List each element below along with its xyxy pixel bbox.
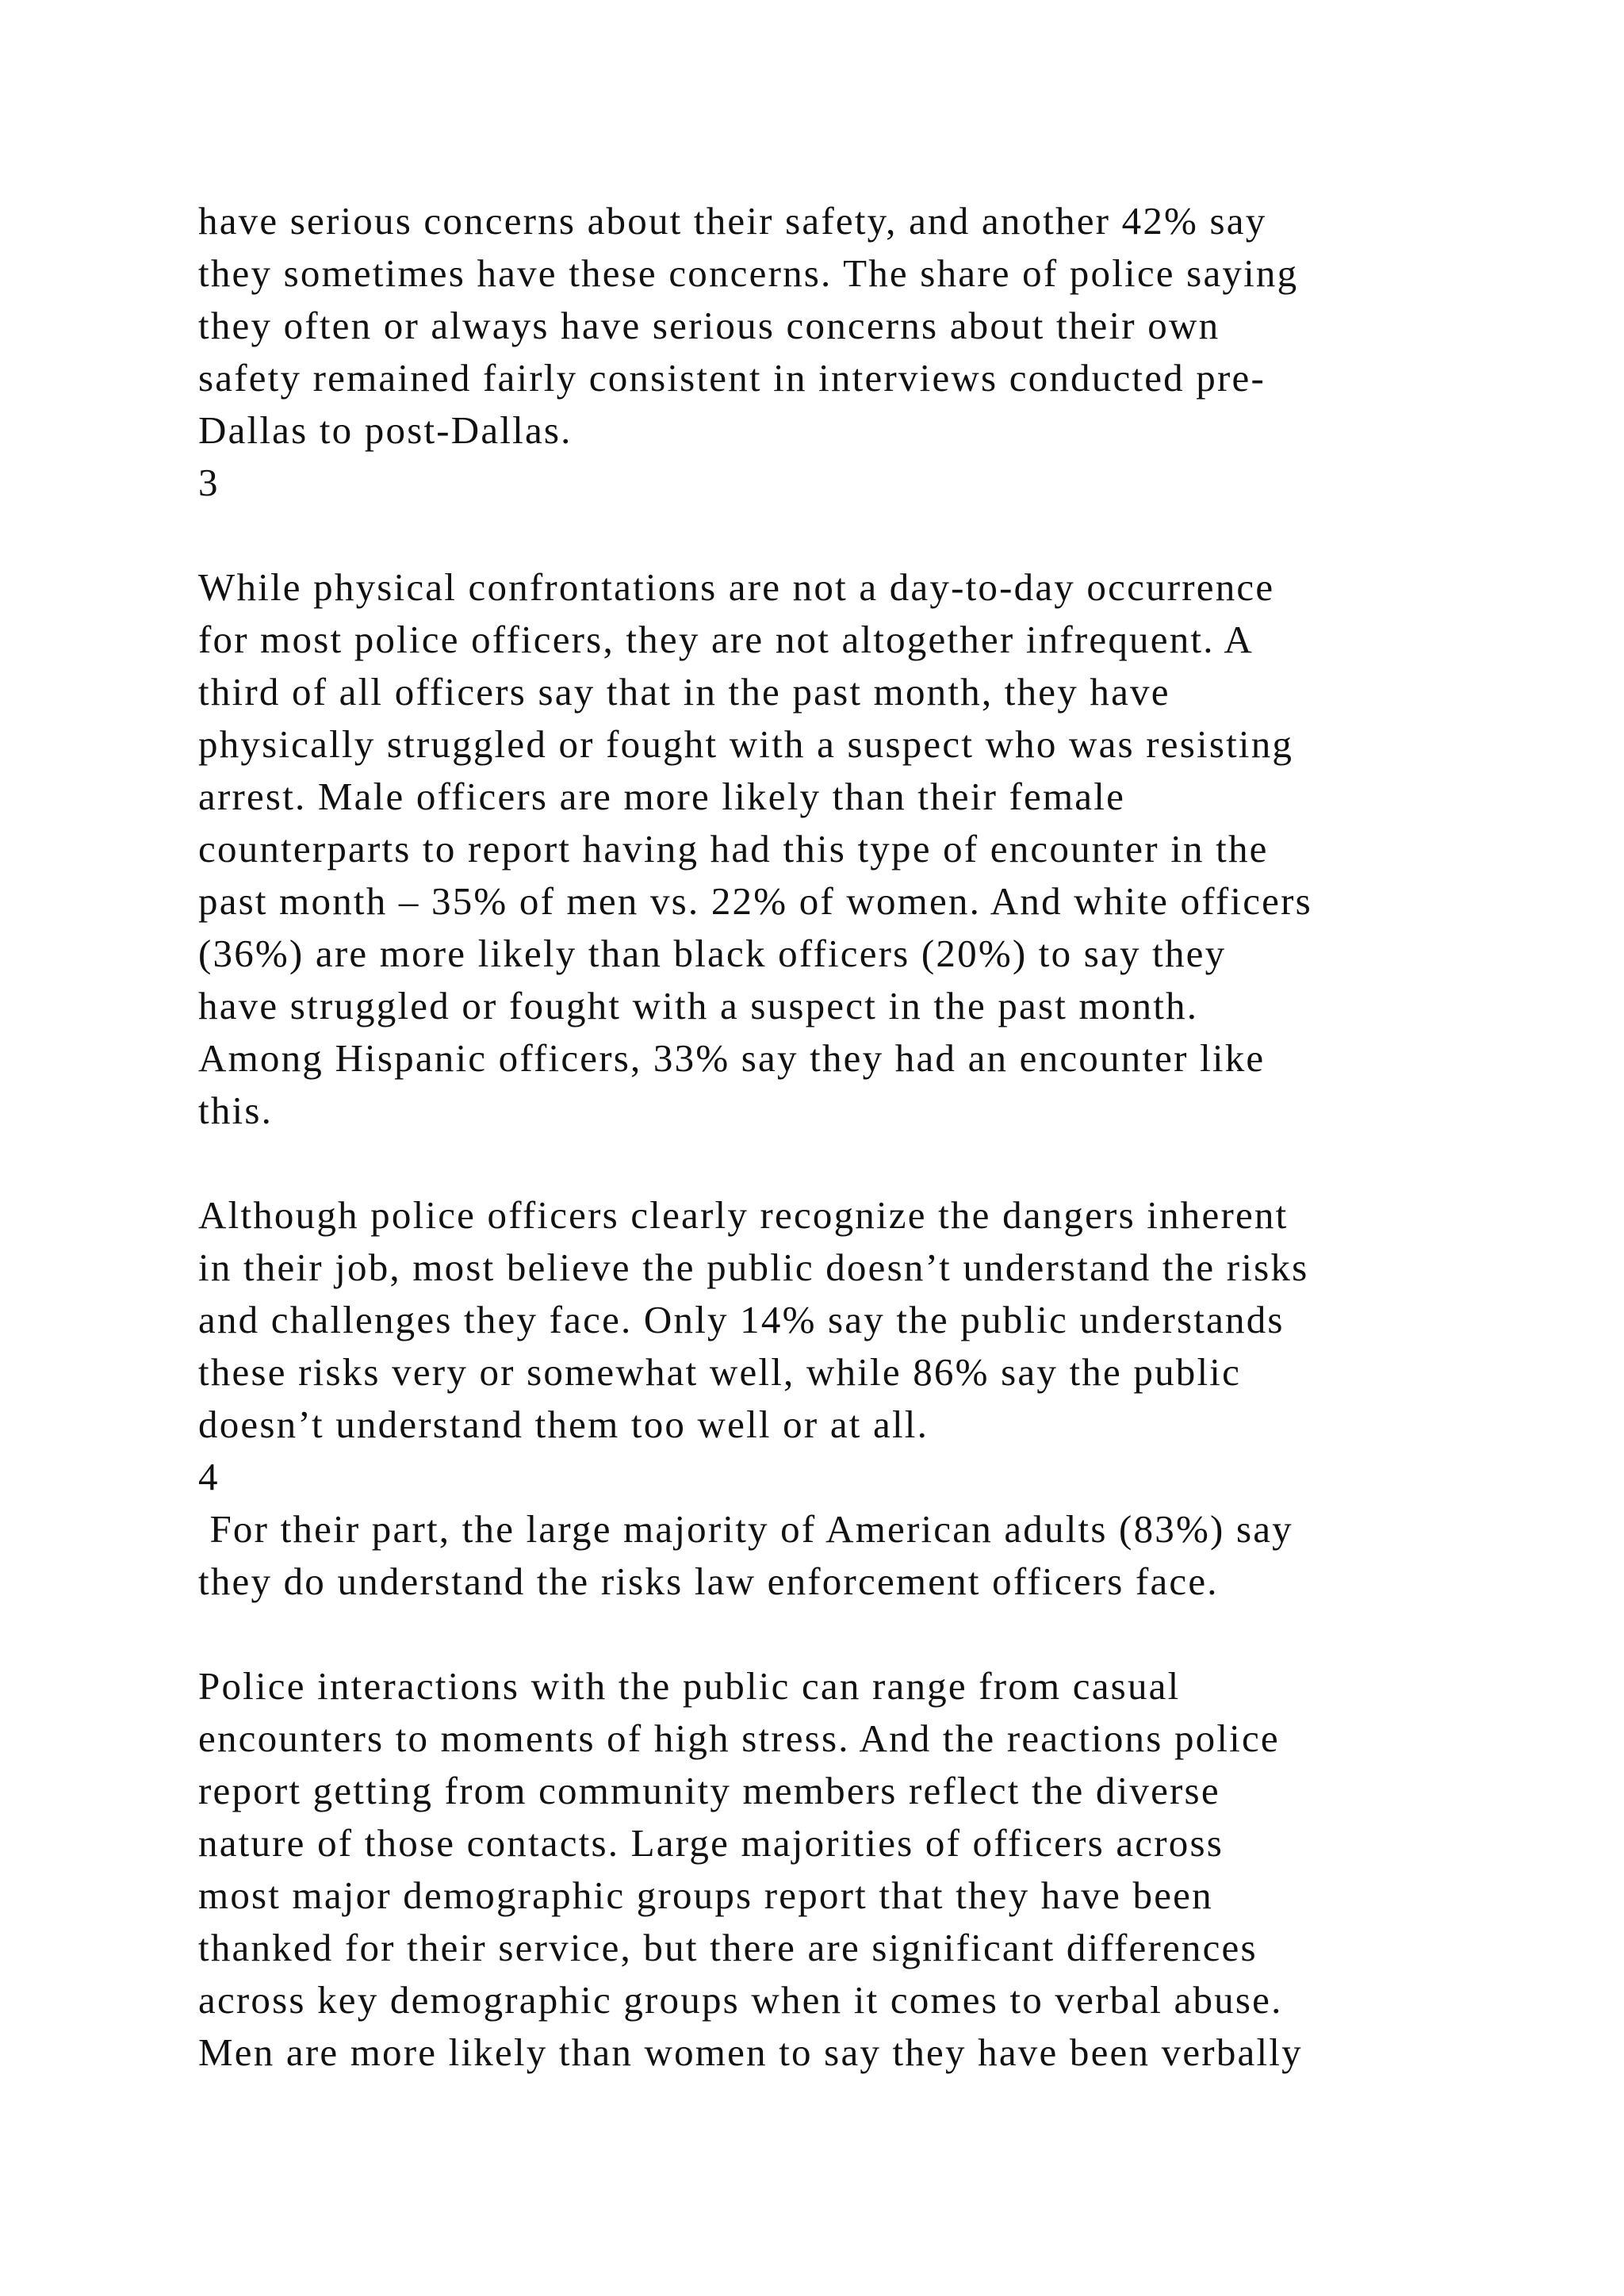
text-line: While physical confrontations are not a day-to-day occurrence [198,565,1275,609]
paragraph-break [198,1137,1546,1189]
text-line: they sometimes have these concerns. The share of police saying [198,251,1299,295]
footnote-marker: 3 [198,461,220,504]
text-line: across key demographic groups when it comes to verbal abuse. [198,1978,1283,2022]
text-line: arrest. Male officers are more likely than their female [198,775,1126,818]
text-line: and challenges they face. Only 14% say the public understands [198,1298,1285,1341]
text-line: encounters to moments of high stress. And the reactions police [198,1716,1280,1760]
text-line: have struggled or fought with a suspect in the past month. [198,984,1199,1027]
text-line: they do understand the risks law enforcement officers face. [198,1559,1219,1603]
text-line: these risks very or somewhat well, while 86% say the public [198,1350,1242,1394]
footnote-marker: 4 [198,1455,220,1498]
paragraph-break [198,1608,1546,1660]
text-line: for most police officers, they are not altogether infrequent. A [198,618,1254,661]
text-line: Although police officers clearly recognize the dangers inherent [198,1193,1289,1237]
text-line: thanked for their service, but there are significant differences [198,1926,1258,1969]
text-line: in their job, most believe the public doesn’t understand the risks [198,1246,1309,1289]
paragraph-break [198,509,1546,561]
text-line: Dallas to post-Dallas. [198,408,573,452]
text-line: third of all officers say that in the past month, they have [198,670,1170,714]
text-line: counterparts to report having had this type of encounter in the [198,827,1269,871]
text-line: report getting from community members reflect the diverse [198,1769,1220,1812]
text-line: they often or always have serious concerns about their own [198,304,1220,347]
text-line: nature of those contacts. Large majorities of officers across [198,1821,1224,1865]
text-line: doesn’t understand them too well or at all. [198,1402,929,1446]
document-text [198,195,1546,2079]
text-line: For their part, the large majority of American adults (83%) say [198,1507,1293,1551]
text-line: Men are more likely than women to say they have been verbally [198,2030,1303,2074]
text-line: (36%) are more likely than black officers (20%) to say they [198,932,1227,975]
text-line: have serious concerns about their safety, and another 42% say [198,199,1267,243]
text-line: most major demographic groups report that they have been [198,1873,1213,1917]
text-line: Among Hispanic officers, 33% say they had an encounter like [198,1036,1266,1080]
text-line: Police interactions with the public can range from casual [198,1664,1181,1708]
text-line: safety remained fairly consistent in interviews conducted pre- [198,356,1266,400]
text-line: past month – 35% of men vs. 22% of women. And white officers [198,879,1312,923]
text-line: this. [198,1089,274,1132]
text-line: physically struggled or fought with a suspect who was resisting [198,722,1294,766]
